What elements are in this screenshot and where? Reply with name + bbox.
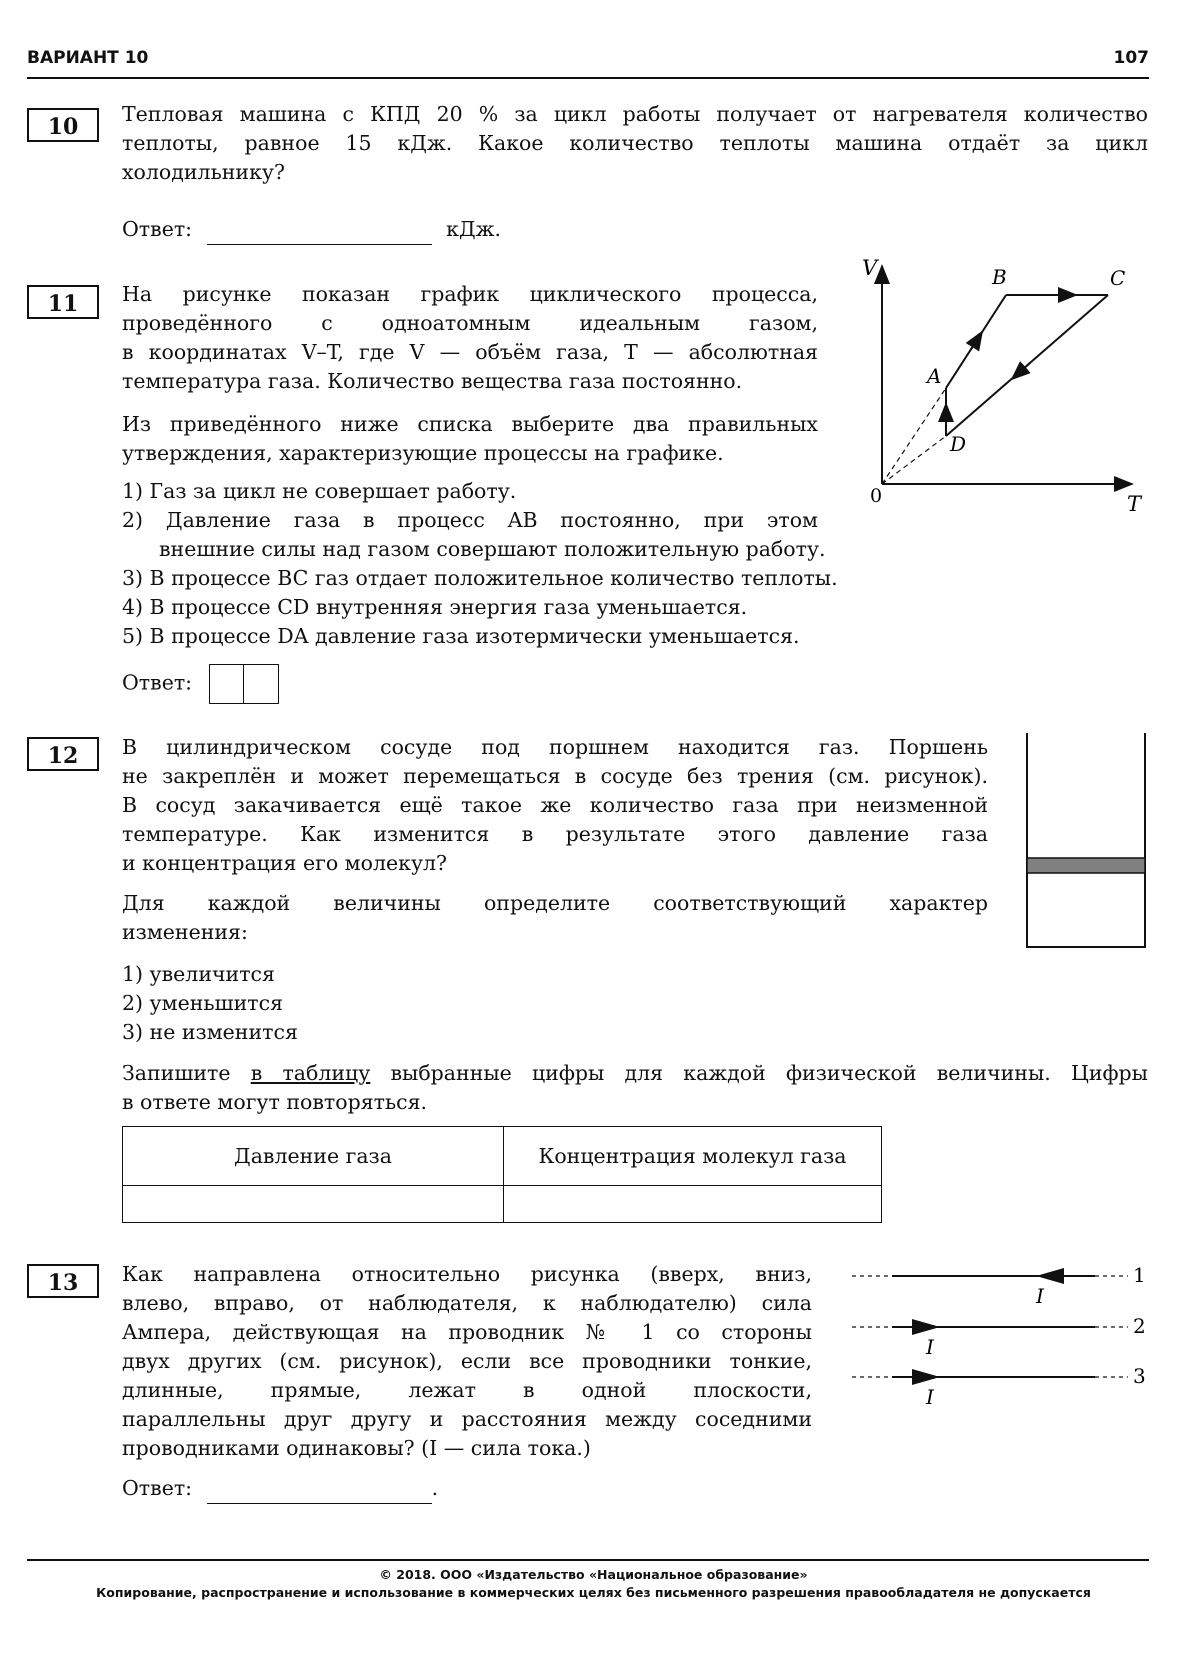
q11-option: внешние силы над газом совершают положительную работу. <box>159 537 826 561</box>
q11-option: 2) Давление газа в процесс AB постоянно, при этом <box>122 508 818 532</box>
vessel-outline <box>1027 733 1145 947</box>
q11-option: 1) Газ за цикл не совершает работу. <box>122 479 517 503</box>
q12-each-line: изменения: <box>122 920 248 944</box>
q11-select-line: Из приведённого ниже списка выберите два правильных <box>122 412 818 436</box>
answer-end: . <box>431 1476 439 1500</box>
cylinder-vessel-figure <box>1024 733 1149 953</box>
answer-13-input[interactable] <box>207 1474 432 1504</box>
arrow-cd <box>1012 363 1030 379</box>
table-header-concentration: Концентрация молекул газа <box>504 1127 882 1186</box>
q12-line: В цилиндрическом сосуде под поршнем находится газ. Поршень <box>122 735 988 759</box>
q12-write-line: в ответе могут повторяться. <box>122 1090 428 1114</box>
point-d-label: D <box>950 432 967 456</box>
answer-11-cell[interactable] <box>244 664 279 704</box>
question-11-answer <box>122 664 279 704</box>
q13-line: параллельны друг другу и расстояния между соседними <box>122 1407 812 1431</box>
parallel-wires-figure <box>850 1256 1150 1409</box>
q12-each-line: Для каждой величины определите соответствующий характер <box>122 891 988 915</box>
answer-10-input[interactable] <box>207 215 432 245</box>
question-12-number: 12 <box>27 737 99 771</box>
q11-option: 5) В процессе DA давление газа изотермически уменьшается. <box>122 624 800 648</box>
header-divider <box>27 77 1149 79</box>
q12-write-post: выбранные цифры для каждой физической величины. Цифры <box>370 1061 1148 1085</box>
answer-unit: кДж. <box>446 217 501 241</box>
q11-option: 3) В процессе BC газ отдает положительное количество теплоты. <box>122 566 838 590</box>
q10-line: теплоты, равное 15 кДж. Какое количество теплоты машина отдаёт за цикл <box>122 131 1148 155</box>
q11-line: проведённого с одноатомным идеальным газом, <box>122 311 818 335</box>
q12-line: не закреплён и может перемещаться в сосуде без трения (см. рисунок). <box>122 764 988 788</box>
footer-copyright: © 2018. ООО «Издательство «Национальное образование» <box>379 1567 808 1582</box>
question-11-instruction <box>122 410 818 468</box>
q13-line: длинные, прямые, лежат в одной плоскости, <box>122 1378 812 1402</box>
q13-line: Как направлена относительно рисунка (вверх, вниз, <box>122 1262 812 1286</box>
answer-11-cells <box>209 664 279 704</box>
dashed-line-od <box>882 436 946 484</box>
footer-notice: Копирование, распространение и использование в коммерческих целях без письменного разрешения правообладателя не допускается <box>96 1585 1091 1600</box>
q10-line: холодильнику? <box>122 160 285 184</box>
answer-12-table <box>122 1126 882 1223</box>
q12-line: В сосуд закачивается ещё такое же количество газа при неизменной <box>122 793 988 817</box>
point-a-label: A <box>927 364 942 388</box>
q12-line: и концентрация его молекул? <box>122 851 448 875</box>
piston <box>1027 858 1145 873</box>
question-11-text <box>122 280 818 396</box>
axis-t-label: T <box>1127 492 1142 516</box>
arrow-ab <box>970 332 982 351</box>
point-b-label: B <box>992 265 1007 289</box>
vt-cycle-graph <box>850 256 1142 522</box>
q11-line: температура газа. Количество вещества газа постоянно. <box>122 369 743 393</box>
question-12-table-instruction <box>122 1059 1148 1117</box>
wire-1-current-label: I <box>1036 1284 1044 1308</box>
question-12-text <box>122 733 988 878</box>
question-13-number: 13 <box>27 1264 99 1298</box>
q12-write-pre: Запишите <box>122 1061 251 1085</box>
q11-select-line: утверждения, характеризующие процессы на графике. <box>122 441 724 465</box>
footer-divider <box>27 1559 1149 1561</box>
q12-option: 1) увеличится <box>122 962 275 986</box>
variant-title: ВАРИАНТ 10 <box>27 48 149 68</box>
answer-11-cell[interactable] <box>209 664 244 704</box>
q12-option: 3) не изменится <box>122 1020 298 1044</box>
q13-line: влево, вправо, от наблюдателя, к наблюдателю) сила <box>122 1291 812 1315</box>
wire-2-current-label: I <box>926 1335 934 1359</box>
table-header-pressure: Давление газа <box>123 1127 504 1186</box>
axis-v-label: V <box>862 256 878 280</box>
question-10-text <box>122 100 1148 187</box>
answer-label: Ответ: <box>122 217 193 241</box>
page-number: 107 <box>1113 48 1149 68</box>
q13-line: проводниками одинаковы? (I — сила тока.) <box>122 1436 591 1460</box>
question-11-number: 11 <box>27 285 99 319</box>
q11-line: На рисунке показан график циклического процесса, <box>122 282 818 306</box>
question-13-answer <box>122 1474 438 1504</box>
dashed-line-oa <box>882 388 946 484</box>
question-11-options <box>122 477 838 651</box>
answer-label: Ответ: <box>122 670 193 695</box>
answer-12-pressure-cell[interactable] <box>123 1186 504 1223</box>
question-12-options <box>122 960 298 1047</box>
q12-line: температуре. Как изменится в результате этого давление газа <box>122 822 988 846</box>
q11-option: 4) В процессе CD внутренняя энергия газа уменьшается. <box>122 595 748 619</box>
q12-option: 2) уменьшится <box>122 991 283 1015</box>
question-10-number: 10 <box>27 108 99 142</box>
wire-3-label: 3 <box>1133 1364 1146 1388</box>
question-12-instruction <box>122 889 988 947</box>
wire-3-current-label: I <box>926 1385 934 1409</box>
q11-line: в координатах V–T, где V — объём газа, T — абсолютная <box>122 340 818 364</box>
question-13-text <box>122 1260 812 1463</box>
point-c-label: C <box>1110 266 1126 290</box>
wire-2-label: 2 <box>1133 1314 1146 1338</box>
answer-label: Ответ: <box>122 1476 193 1500</box>
origin-label: 0 <box>870 485 883 507</box>
q13-line: двух других (см. рисунок), если все проводники тонкие, <box>122 1349 812 1373</box>
question-10-answer <box>122 215 501 245</box>
q10-line: Тепловая машина с КПД 20 % за цикл работы получает от нагревателя количество <box>122 102 1148 126</box>
q12-write-link: в таблицу <box>250 1061 371 1085</box>
q13-line: Ампера, действующая на проводник № 1 со стороны <box>122 1320 812 1344</box>
answer-12-concentration-cell[interactable] <box>504 1186 882 1223</box>
q12-write-line <box>122 1059 1148 1088</box>
wire-1-label: 1 <box>1133 1263 1146 1287</box>
